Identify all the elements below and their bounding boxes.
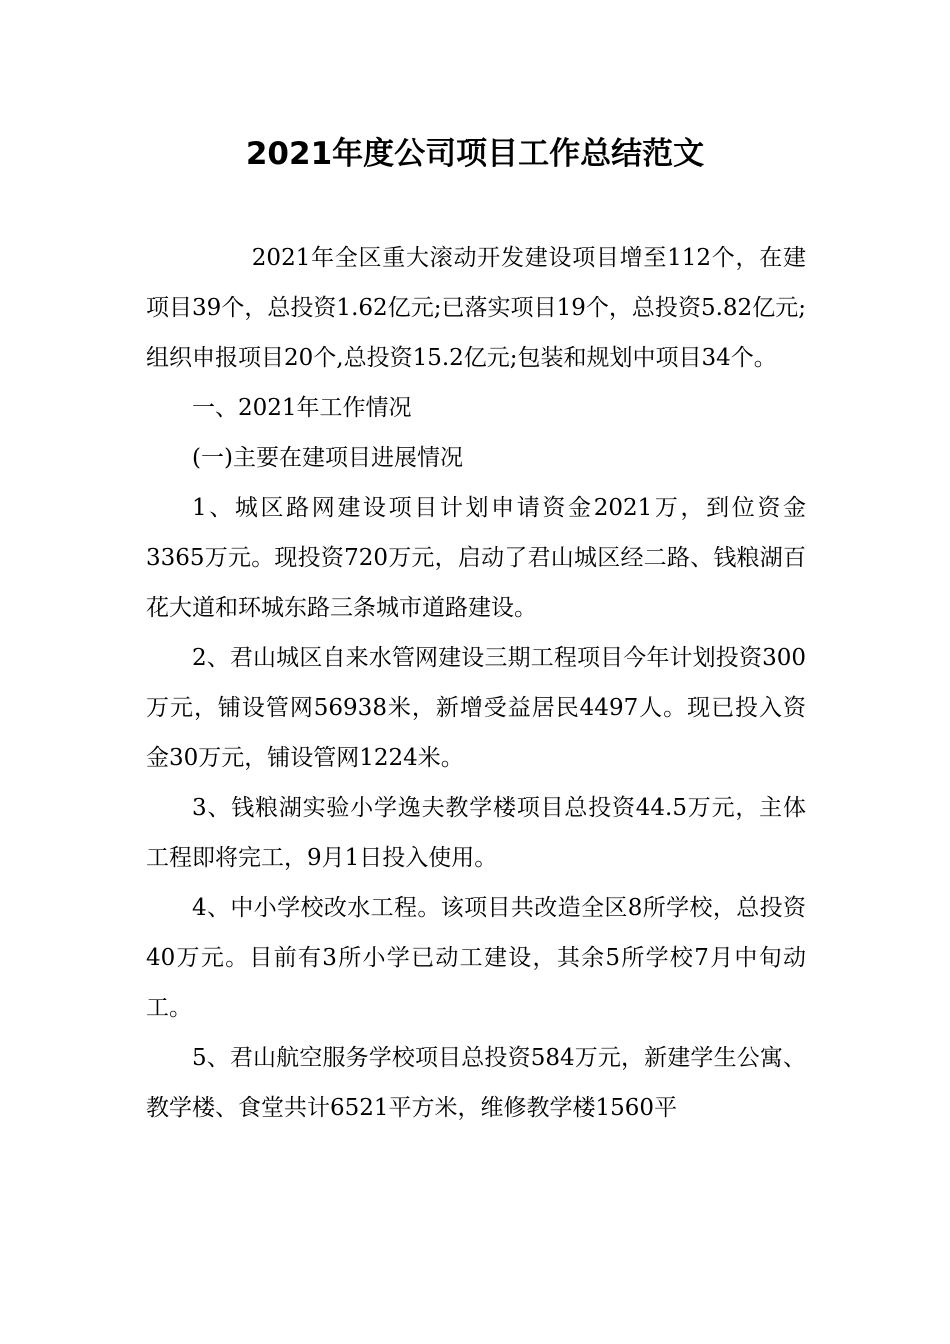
paragraph-intro: 2021年全区重大滚动开发建设项目增至112个，在建项目39个，总投资1.62亿元;已落实项目19个，总投资5.82亿元;组织申报项目20个,总投资15.2亿元;包装和规划中项目34个。 [146, 245, 806, 371]
paragraph-item-5: 5、君山航空服务学校项目总投资584万元，新建学生公寓、教学楼、食堂共计6521平方米，维修教学楼1560平 [146, 1045, 806, 1121]
document-body [146, 233, 806, 1133]
paragraph-item-2: 2、君山城区自来水管网建设三期工程项目今年计划投资300万元，铺设管网56938米，新增受益居民4497人。现已投入资金30万元，铺设管网1224米。 [146, 645, 806, 771]
paragraph-item-1: 1、城区路网建设项目计划申请资金2021万，到位资金3365万元。现投资720万元，启动了君山城区经二路、钱粮湖百花大道和环城东路三条城市道路建设。 [146, 495, 806, 621]
subsection-heading: (一)主要在建项目进展情况 [192, 445, 463, 471]
paragraph-item-3: 3、钱粮湖实验小学逸夫教学楼项目总投资44.5万元，主体工程即将完工，9月1日投入使用。 [146, 795, 806, 871]
section-heading: 一、2021年工作情况 [192, 395, 412, 421]
document-title: 2021年度公司项目工作总结范文 [245, 136, 705, 172]
paragraph-item-4: 4、中小学校改水工程。该项目共改造全区8所学校，总投资40万元。目前有3所小学已动工建设，其余5所学校7月中旬动工。 [146, 895, 806, 1021]
